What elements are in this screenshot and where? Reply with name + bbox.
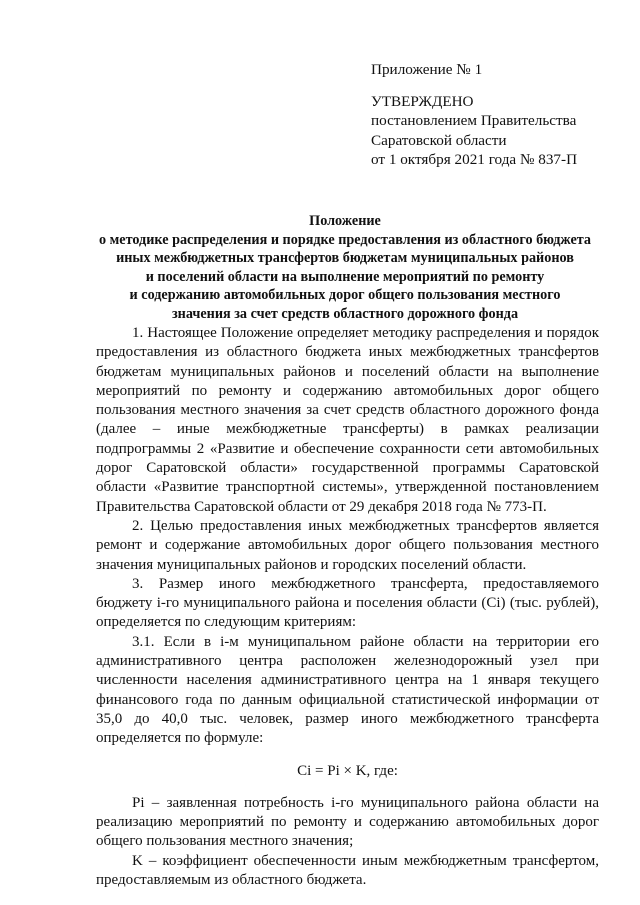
document-body bbox=[96, 324, 599, 890]
document-title bbox=[80, 212, 610, 323]
variable-pi-definition: Pi – заявленная потребность i-го муниципального района области на реализацию мероприятий по ремонту и содержанию автомобильных дорог общего пользования местного значения; bbox=[96, 794, 599, 850]
title-line: иных межбюджетных трансфертов бюджетам муниципальных районов bbox=[116, 250, 574, 266]
variable-k-definition: K – коэффициент обеспеченности иным межбюджетным трансфертом, предоставляемым из областного бюджета. bbox=[96, 852, 599, 889]
appendix-number: Приложение № 1 bbox=[371, 61, 483, 78]
title-line: значения за счет средств областного дорожного фонда bbox=[171, 305, 519, 322]
title-line: о методике распределения и порядке предоставления из областного бюджета bbox=[98, 231, 592, 248]
paragraph-2: 2. Целью предоставления иных межбюджетных трансфертов является ремонт и содержание автомобильных дорог общего пользования местного значения муниципальных районов и городских поселений области. bbox=[96, 517, 599, 573]
approved-by-line: постановлением Правительства bbox=[371, 112, 577, 129]
title-line: и содержанию автомобильных дорог общего пользования местного bbox=[129, 287, 561, 303]
approved-region-line: Саратовской области bbox=[371, 131, 507, 149]
title-line: Положение bbox=[309, 213, 381, 229]
title-line: и поселений области на выполнение мероприятий по ремонту bbox=[145, 268, 545, 285]
formula: Ci = Pi × K, где: bbox=[297, 762, 398, 779]
paragraph-3-1: 3.1. Если в i-м муниципальном районе области на территории его административного центра расположен железнодорожный узел при численности населения административного центра на 1 января текущего финансового года по данным официальной статистической информации от 35,0 до 40,0 тыс. человек, размер иного межбюджетного трансферта определяется по формуле: bbox=[96, 633, 599, 747]
paragraph-1: 1. Настоящее Положение определяет методику распределения и порядок предоставления из областного бюджета иных межбюджетных трансфертов бюджетам муниципальных районов и поселений области на выполнение мероприятий по ремонту и содержанию автомобильных дорог общего пользования местного значения за счет средств областного дорожного фонда (далее – иные межбюджетные трансферты) в рамках реализации подпрограммы 2 «Развитие и обеспечение сохранности сети автомобильных дорог Саратовской области» государственной программы Саратовской области «Развитие транспортной системы», утвержденной постановлением Правительства Саратовской области от 29 декабря 2018 года № 773-П. bbox=[96, 325, 599, 515]
approved-date-line: от 1 октября 2021 года № 837-П bbox=[371, 151, 578, 168]
approved-label: УТВЕРЖДЕНО bbox=[371, 92, 474, 110]
paragraph-3: 3. Размер иного межбюджетного трансферта, предоставляемого бюджету i-го муниципального района и поселения области (Ci) (тыс. рублей), определяется по следующим критериям: bbox=[96, 575, 599, 631]
approval-stamp bbox=[371, 60, 631, 170]
